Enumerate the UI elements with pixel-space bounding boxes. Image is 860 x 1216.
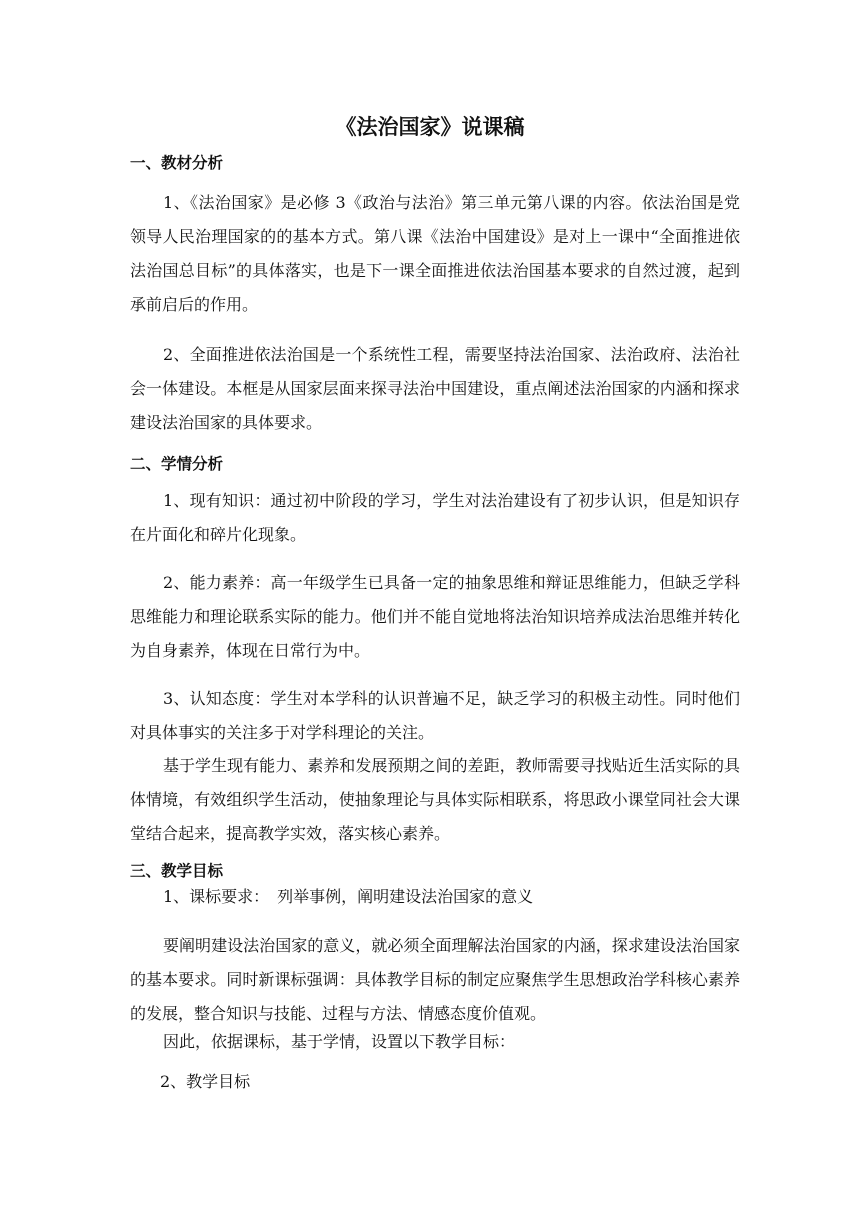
paragraph-textbook-1: 1、《法治国家》是必修 3《政治与法治》第三单元第八课的内容。依法治国是党领导人民治理国家的的基本方式。第八课《法治中国建设》是对上一课中“全面推进依法治国总目标”的具体落实，也是下一课全面推进依法治国基本要求的自然过渡，起到承前启后的作用。 [130, 193, 740, 314]
section-heading-textbook-analysis: 一、教材分析 [130, 154, 224, 172]
paragraph-student-3: 3、认知态度：学生对本学科的认识普遍不足，缺乏学习的积极主动性。同时他们对具体事实的关注多于对学科理论的关注。 [130, 689, 740, 742]
document-title: 《法治国家》说课稿 [335, 115, 525, 139]
paragraph-student-4: 基于学生现有能力、素养和发展预期之间的差距，教师需要寻找贴近生活实际的具体情境，有效组织学生活动，使抽象理论与具体实际相联系，将思政小课堂同社会大课堂结合起来，提高教学实效，落实核心素养。 [130, 756, 740, 843]
paragraph-student-1: 1、现有知识：通过初中阶段的学习，学生对法治建设有了初步认识，但是知识存在片面化和碎片化现象。 [130, 491, 740, 544]
paragraph-objectives-intro: 因此，依据课标，基于学情，设置以下教学目标： [163, 1032, 516, 1051]
paragraph-curriculum-requirement: 1、课标要求： 列举事例，阐明建设法治国家的意义 [163, 887, 534, 906]
paragraph-student-2: 2、能力素养：高一年级学生已具备一定的抽象思维和辩证思维能力，但缺乏学科思维能力和理论联系实际的能力。他们并不能自觉地将法治知识培养成法治思维并转化为自身素养，体现在日常行为中。 [130, 573, 740, 660]
section-heading-teaching-objectives: 三、教学目标 [130, 862, 224, 880]
paragraph-textbook-2: 2、全面推进依法治国是一个系统性工程，需要坚持法治国家、法治政府、法治社会一体建设。本框是从国家层面来探寻法治中国建设，重点阐述法治国家的内涵和探求建设法治国家的具体要求。 [130, 345, 740, 432]
paragraph-objectives-subheading: 2、教学目标 [160, 1072, 251, 1091]
paragraph-objectives-explanation: 要阐明建设法治国家的意义，就必须全面理解法治国家的内涵，探求建设法治国家的基本要求。同时新课标强调：具体教学目标的制定应聚焦学生思想政治学科核心素养的发展，整合知识与技能、过程与方法、情感态度价值观。 [130, 936, 740, 1023]
section-heading-student-analysis: 二、学情分析 [130, 455, 224, 473]
